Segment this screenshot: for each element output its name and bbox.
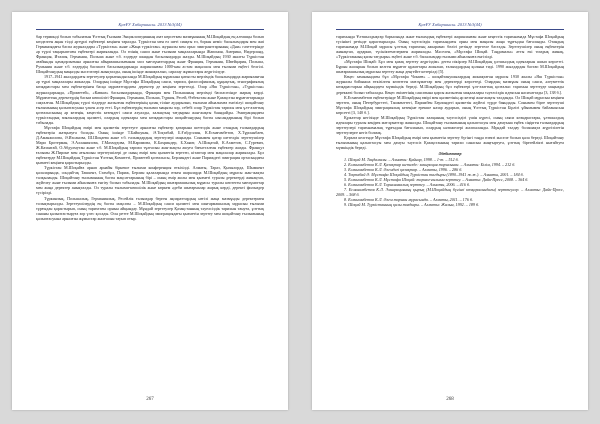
paragraph: Қорыта келгенде Мұстафа Шоқайдың өмірі мен қызметін зерттеу бүгінгі таңда өзекті мәселе болып қала береді. Шоқайтану ғылымының қалыптасуы мен дамуы тәуелсіз Қазақстанның тарихи санасын жаңғыртуға, ұлттық бірегейлікті нығайтуға мүмкіндік береді. [336,134,564,151]
page-number: 267 [146,397,154,402]
reference-item: 2. Есмағамбетов К.Л. Қазақтар шетелде: эмиграция тарихынан. – Алматы: Білім, 1994. – 212 б. [344,161,516,167]
paragraph: Түркиялық, Польшалық, Германиялық, Ресейлік ғалымдар берген ақпараттардың негізі жаңа мазмұнды деректермен толықтырылды. Зерттеушілердің ең басты мақсаты – М.Шоқайдың саяси қызметі мен шығармашылық мұрасын ғылыми тұрғыдан қарастырып, оның тарихтағы орнын айқындау. Мұндай зерттеулер Қазақстанның тәуелсіздік тарихын тануға, ұлттық сананы қалыптастыруға зор үлес қосады. Осы ретте М.Шоқайдың эмиграциядағы қызметін зерттеу мен шоқайтану ғылымының қалыптасуына арналған жұмыстар жалғасын тауып отыр. [36,195,264,221]
running-header: ҚазҰУ Хабаршысы. 2013 №3(44) [118,22,182,27]
header-rule [336,29,564,30]
paragraph: тарихында Ұлтшылдықтар барысында және ғылымдық еңбектері жарияланған және кеңестік тарихнамада Мұстафа Шоқайдың түсінікті ретінде қарастырылды. Оның тәуелсіздік тарихындағы орны мен маңызы жаңа тұрғыдан бағаланды. Отандық тарихнамада М.Шоқай мұрасы ұлттық тарихтың ажырамас бөлігі ретінде зерттеле бастады. Зерттеушілер оның еңбектерін жинақтап, аударып, түсініктемелермен жариялады. Мәселен, «Мұстафа Шоқай. Таңдамалы» атты екі томдық жинақ, «Түркістанның қилы тағдыры» еңбегі және т.б. басылымдар ғылыми айналымға енгізілді. [336,34,564,60]
paragraph: Түркістан М.Шоқайға арнап арнайы бірнеше ғылыми конференция өткізілді. Алматы, Тараз, Қызылорда, Шымкент қалаларында, сондай-ақ Ташкент, Стамбұл, Париж, Берлин қалаларында өткен шараларда М.Шоқайдың мұрасы жан-жақты талқыланды. Шоқайтану ғылымының басты мақсаттарының бірі – оның өмір жолы мен қызметі туралы деректерді жинақтап, жүйелеу және ғылыми айналымға енгізу болып табылады. М.Шоқайдың шығармашылық мұрасы туралы көптеген мағлұматтар мен жаңа деректер анықталды. Ол туралы ғылыми-көпшілік және көркем әдеби шығармалар жарық көрді, деректі фильмдер түсірілді. [36,165,264,196]
header-rule [36,29,264,30]
reference-item: 1. Шоқай М. Таңдамалы. – Алматы: Қайнар, 1998. – 1-т. – 512 б. [344,156,459,162]
page-number: 268 [446,397,454,402]
left-page-body [36,34,264,390]
right-page [312,12,588,410]
paragraph: 1917–1941 жылдардағы зерттеулер қорытындысында М.Шоқайдың мұрасына қатысты мерзімдік басылымдарда жарияланған әр түрлі мақалалары жиналды. Олардың ішінде Мұстафа Шоқайдың саяси, тарихи, философиялық, құқықтық, этнографиялық көзқарастары мен еңбектерінен басқа мұрағаттардағы деректер де кеңінен зерттелді. Олар «Яш Түркістан», «Түркістан» журналдарында, «Прометей», «Кавказ» басылымдарында, Франция мен Польшаның мерзімді баспасөзінде жарық көрді. Мұрағаттық деректердің басым көпшілігі Франция, Германия, Польша, Түркия, Ресей, Өзбекстан және Қазақстан мұрағаттарында сақталған. М.Шоқайдың түрлі тілдерде жазылған еңбектерінің қазақ тіліне аударылып, ғылыми айналымға енгізілуі шоқайтану ғылымының қалыптасуына үлкен әсер етті. Бұл еңбектердің ғылыми маңызы зор, себебі олар Түркістан тарихы мен ұлт-азаттық қозғалысының әр кезеңін, кеңестік кезеңдегі саяси ахуалды, халықтың тағдырын жан-жақты баяндайды. Эмиграциядағы түркістандық зиялылардың қызметі, олардың идеялары мен көзқарастары шоқайтанудың басты нысандарының бірі болып табылады. [36,74,264,125]
reference-item: 8. Есмағамбетов К.Л. Әлем тарихы мұрасында. – Алматы, 2011. – 176 б. [344,197,473,202]
right-page-body [336,34,564,390]
paragraph: Құжаттар негізінде М.Шоқайдың Түркістан халқының тәуелсіздігі үшін күресі, оның саяси көзқарастары, ұлтшылдық идеялары туралы кеңірек мағлұматтар жиналды. Шоқайтану ғылымының қалыптасуы мен дамуына еңбек сіңірген ғалымдардың зерттеулері тарихнамалық тұрғыдан бағаланып, олардың нәтижелері жалпыланды. Мұндай талдау болашақта жүргізілетін зерттеулерге негіз болмақ. [336,114,564,135]
paragraph: Мұстафа Шоқайдың өмірі мен қызметін зерттеуге арналған еңбектер қатарына шетелдік және отандық ғалымдардың еңбектерін жатқызуға болады. Оның ішінде Т.Байшукан, Ә.Тоқтабай, Б.Ғабдуллин, К.Есмағамбетов, Х.Тұрсынбаев, Д.Аманжолова, Ә.Ихсанова, Ш.Шоқаева және т.б. ғалымдардың зерттеулері маңызды. Сонымен қатар шетелдік зерттеушілер Мари Бротерман, Э.Алланиязова, Г.Махмудова, М.Каримова, К.Бахриндер, Б.Хаяит, А.Шоқатай, К.Ахметов, С.Гуревич, Ж.Казантай, О.Абдулмутан және т.б. М.Шоқайдың тарихи тұлғасын жан-жақты ашуға бағытталған еңбектер жазды. Француз ғалымы Ж.Пироне мен ағылшын зерттеушілері де оның өмірі мен қызметін зерттеп, кітаптар мен мақалалар жариялады. Бұл еңбектерде М.Шоқайдың Түркістан Ұлттық Комитеті, Прометей қозғалысы, Берлиндегі және Париждегі эмиграция ортасындағы қызметі кеңінен қарастырылды. [36,124,264,166]
reference-item: 7. Есмағамбетов К.Л. Эмиграцияның қырық (М.Шоқайдың бүгінгі көзқарасындағы) зерттеулер. – Алматы: Дайк-Пресс, 2009. – 568 б. [336,186,564,197]
references-title: Әдебиеттер [438,151,462,157]
reference-item: 9. Шоқай М. Түркістанның қилы тағдыры. – Алматы: Жалын, 1992. – 189 б. [344,202,480,208]
reference-item: 6. Есмағамбетов К.Л. Тарихнамалық зерттеу. – Алматы, 2006. – 416 б. [344,181,470,187]
left-page [12,12,288,410]
reference-item: 4. Тоқтабай Ә. Мұстафа Шоқайдың Түркістан тағдыры (1890–1941 ж.ж.). – Алматы, 2001. – 184 б. [344,171,524,177]
running-header: ҚазҰУ Хабаршысы. 2013 №3(44) [418,22,482,27]
paragraph: бар терминді болып табылатын Ұлттық Ғылыми Энциклопедияның азат көрсеткен мазмұнының М.Шоқайдың ең алғашқы болып көзделген ақын тілді әртүрлі еңбектері кеңінен таралды. Түркістан мен ел шеті сияқты ел, борын неміс басылымдары мен жиі Германиядағы баспа журналдары «Түркістан» және «Жаңа түркістан» журналы мен орыс эмигранттарының «Дни» газеттерінде әр түрлі тақырыптағы еңбектері жарияланды. Ол өзінің саяси және ғылыми мақалаларында Жапония, Америка, Нидерланд, Франция, Италия, Германия, Польша және т.б. елдерде шыққан басылымдарда жазды. М.Шоқайдың 1930 жылғы Түркістан ағайынды қамқорлығына арналған айырмашылығынан мол мағлұматтардың және Франция, Германия, Швейцария, Польша, Румыния және т.б. елдердің баспасөз басылымдарында жарияланған 1000-нан астам мақаласы мен ғылыми еңбегі белгілі. Шоқайтанудың маңызды мәселелері анықталды, оның ішінде жинақталып, саралау жұмыстары жүргізілуде. [36,34,264,75]
paragraph: Кеңес заманындағы бұл «Мұстафа Чокаев» – шоқайтанушылардың жинақтаған мұрасы 1930 жылы «Яш Түркістан» журналы бойынша өткізілген көптеген мағлұматтар мен деректерді көрсетеді. Олардың мазмұны оның саяси, әлеуметтік көзқарастарын айқындауға мүмкіндік береді. М.Шоқайдың бұл еңбектері ұлт-азаттық қозғалыс тарихын зерттеуде маңызды дереккөзі болып табылады. Кеңес өкіметінің саясатына қарсы жазылған мақалалары тәуелсіздік идеясын насихаттады [3, 138 б.]. [336,74,564,95]
reference-item: 3. Есмағамбетов К.Л. Әлемдегі қазақтар. – Алматы, 1996. – 286 б. [344,166,463,172]
paragraph: К.Есмағамбетов еңбектерінде М.Шоқайдың өмірі мен қызметінің әр кезеңі жан-жақты талданды. Ол Шоқай мұрасын кеңінен зерттеп, оның Петербургтегі, Ташкенттегі, Парижбен Берлиндегі қызметін жүйелі түрде баяндады. Сонымен бірге зерттеуші Мұстафа Шоқайдың эмиграциялық кезеңіне ерекше назар аударып, оның Ұлттық Түркістан Бірлігі ұйымымен байланысын көрсетті [3, 140 б.]. [336,94,564,115]
reference-item: 5. Есмағамбетов К.Л. Мұстафа Шоқай: тарихи-ғылыми зерттеу. – Алматы: Дайк-Пресс, 2008. – 364 б. [344,176,529,182]
paragraph: «Мұстафа Шоқай: Бұл мен қазақ зерттеу жүргіздім» деген пікірлер М.Шоқайдың ұлтшылдық идеяларын ашып көрсетті. Бұрын жасырын болып келген мұрағат құжаттары ашылып, ғалымдардың қолына тиді. 1990 жылдардан бастап М.Шоқайдың шығармашылық мұрасын зерттеу жаңа деңгейге көтерілді [5]. [336,59,564,75]
